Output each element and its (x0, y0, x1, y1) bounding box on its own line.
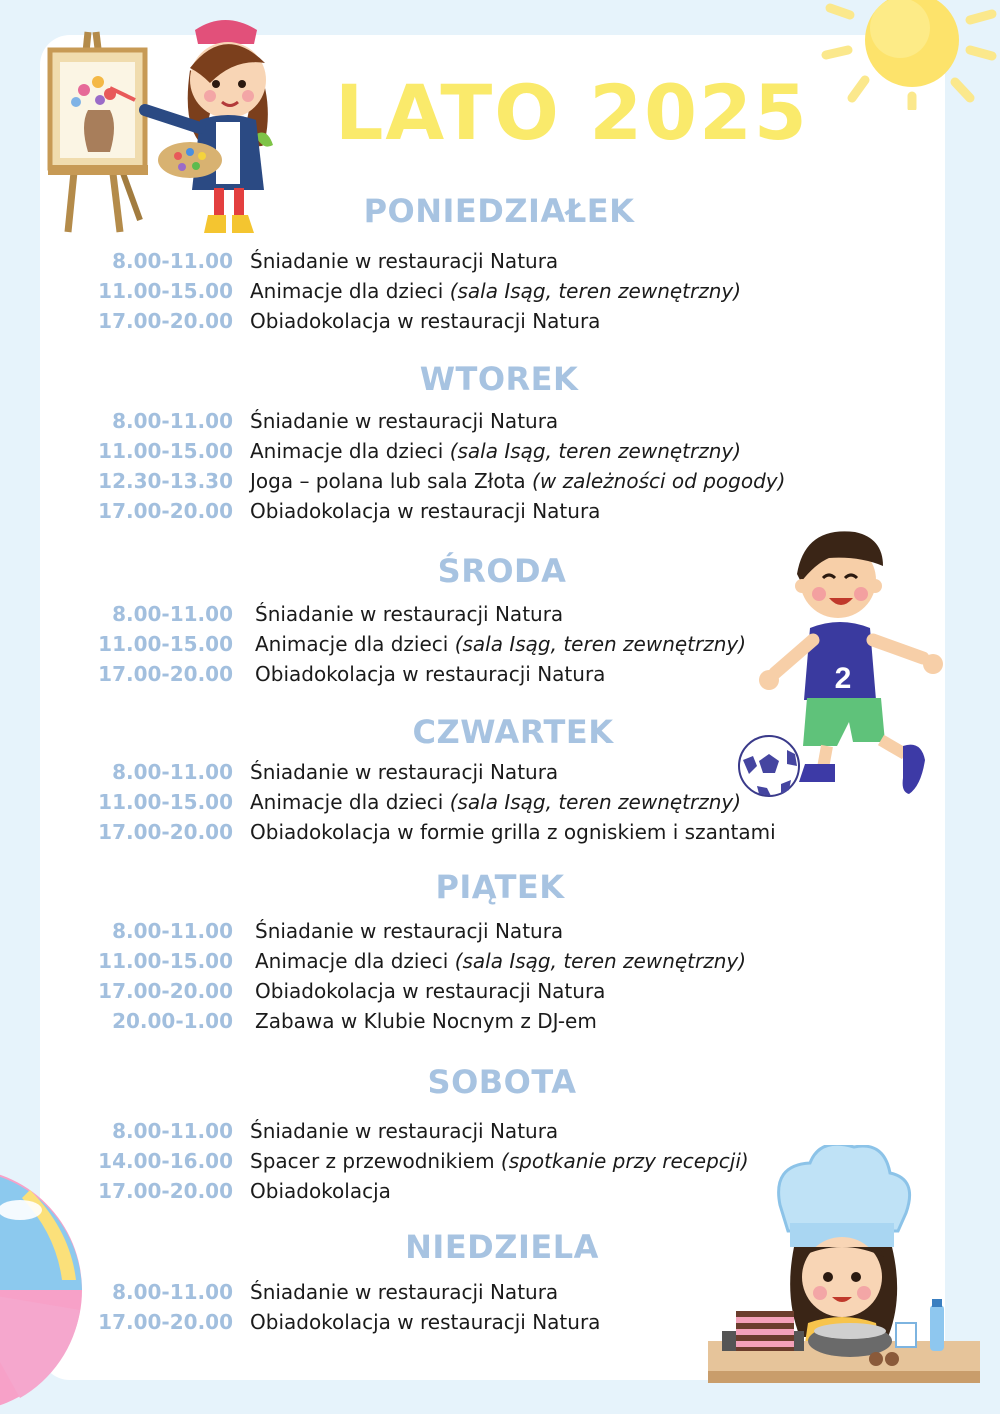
event-text: Śniadanie w restauracji Natura (250, 1119, 559, 1143)
event-text: Śniadanie w restauracji Natura (250, 760, 559, 784)
event-description (255, 1006, 597, 1036)
event-time: 8.00-11.00 (112, 602, 233, 626)
event-text: Animacje dla dzieci (250, 279, 450, 303)
sun-icon (820, 0, 1000, 110)
day-heading: CZWARTEK (412, 713, 614, 751)
schedule-row (0, 496, 900, 526)
event-text: Animacje dla dzieci (250, 439, 450, 463)
event-time: 11.00-15.00 (98, 632, 233, 656)
event-note: (w zależności od pogody) (532, 469, 786, 493)
schedule-row (0, 659, 900, 689)
event-time: 14.00-16.00 (98, 1149, 233, 1173)
schedule-row (0, 1307, 900, 1337)
event-text: Obiadokolacja w restauracji Natura (255, 662, 606, 686)
event-time: 12.30-13.30 (98, 469, 233, 493)
event-time: 11.00-15.00 (98, 279, 233, 303)
schedule-row (0, 757, 900, 787)
event-time: 8.00-11.00 (112, 1119, 233, 1143)
event-text: Spacer z przewodnikiem (250, 1149, 501, 1173)
day-heading: PONIEDZIAŁEK (363, 192, 635, 230)
event-note: (sala Isąg, teren zewnętrzny) (454, 632, 747, 656)
event-description (250, 496, 600, 526)
schedule-row (0, 817, 900, 847)
event-text: Obiadokolacja w formie grilla z ogniskiem i szantami (250, 820, 776, 844)
event-time: 11.00-15.00 (98, 439, 233, 463)
event-text: Animacje dla dzieci (255, 632, 455, 656)
event-description (250, 306, 600, 336)
event-note: (sala Isąg, teren zewnętrzny) (449, 439, 742, 463)
schedule-row (0, 1176, 900, 1206)
event-description (255, 946, 746, 976)
schedule-row (0, 946, 900, 976)
schedule-row (0, 916, 900, 946)
event-time: 17.00-20.00 (98, 499, 233, 523)
event-description (255, 916, 563, 946)
event-time: 8.00-11.00 (112, 919, 233, 943)
schedule-row (0, 629, 900, 659)
event-text: Śniadanie w restauracji Natura (250, 249, 559, 273)
event-time: 20.00-1.00 (112, 1009, 233, 1033)
day-heading: PIĄTEK (435, 868, 565, 906)
event-text: Obiadokolacja w restauracji Natura (255, 979, 606, 1003)
schedule-row (0, 466, 900, 496)
event-text: Obiadokolacja (250, 1179, 391, 1203)
event-time: 17.00-20.00 (98, 662, 233, 686)
event-description (250, 1176, 391, 1206)
event-description (250, 246, 558, 276)
event-text: Animacje dla dzieci (255, 949, 455, 973)
event-description (250, 1146, 749, 1176)
event-description (255, 629, 746, 659)
event-time: 17.00-20.00 (98, 1310, 233, 1334)
schedule-row (0, 599, 900, 629)
schedule-row (0, 246, 900, 276)
event-text: Obiadokolacja w restauracji Natura (250, 499, 601, 523)
schedule-row (0, 306, 900, 336)
event-description (255, 659, 605, 689)
day-heading: ŚRODA (437, 552, 567, 590)
event-time: 11.00-15.00 (98, 790, 233, 814)
event-description (250, 757, 558, 787)
schedule-row (0, 406, 900, 436)
easel-icon (48, 32, 148, 232)
schedule-row (0, 976, 900, 1006)
event-text: Joga – polana lub sala Złota (250, 469, 533, 493)
schedule-row (0, 436, 900, 466)
event-text: Śniadanie w restauracji Natura (255, 602, 564, 626)
event-time: 17.00-20.00 (98, 309, 233, 333)
event-description (250, 276, 741, 306)
page-title: LATO 2025 (335, 68, 809, 157)
day-heading: NIEDZIELA (405, 1228, 599, 1266)
event-time: 17.00-20.00 (98, 1179, 233, 1203)
day-heading: WTOREK (419, 360, 579, 398)
event-time: 17.00-20.00 (98, 979, 233, 1003)
event-text: Animacje dla dzieci (250, 790, 450, 814)
player-number: 2 (834, 662, 852, 695)
event-time: 8.00-11.00 (112, 409, 233, 433)
event-text: Śniadanie w restauracji Natura (250, 1280, 559, 1304)
event-time: 17.00-20.00 (98, 820, 233, 844)
schedule-row (0, 276, 900, 306)
event-description (250, 406, 558, 436)
schedule-row (0, 1116, 900, 1146)
event-description (250, 1307, 600, 1337)
event-note: (sala Isąg, teren zewnętrzny) (454, 949, 747, 973)
day-heading: SOBOTA (427, 1063, 577, 1101)
schedule-row (0, 1006, 900, 1036)
event-description (250, 817, 776, 847)
schedule-row (0, 1146, 900, 1176)
event-time: 8.00-11.00 (112, 249, 233, 273)
schedule-row (0, 787, 900, 817)
event-text: Zabawa w Klubie Nocnym z DJ-em (255, 1009, 597, 1033)
event-time: 8.00-11.00 (112, 760, 233, 784)
event-description (250, 1116, 558, 1146)
event-text: Śniadanie w restauracji Natura (250, 409, 559, 433)
event-note: (sala Isąg, teren zewnętrzny) (449, 790, 742, 814)
event-description (250, 1277, 558, 1307)
event-text: Obiadokolacja w restauracji Natura (250, 1310, 601, 1334)
event-description (255, 976, 605, 1006)
girl-painting-illustration (40, 10, 280, 240)
event-note: (spotkanie przy recepcji) (500, 1149, 749, 1173)
event-note: (sala Isąg, teren zewnętrzny) (449, 279, 742, 303)
event-description (250, 787, 741, 817)
event-description (255, 599, 563, 629)
event-text: Obiadokolacja w restauracji Natura (250, 309, 601, 333)
event-time: 11.00-15.00 (98, 949, 233, 973)
event-description (250, 436, 741, 466)
event-description (250, 466, 785, 496)
event-time: 8.00-11.00 (112, 1280, 233, 1304)
schedule-row (0, 1277, 900, 1307)
event-text: Śniadanie w restauracji Natura (255, 919, 564, 943)
